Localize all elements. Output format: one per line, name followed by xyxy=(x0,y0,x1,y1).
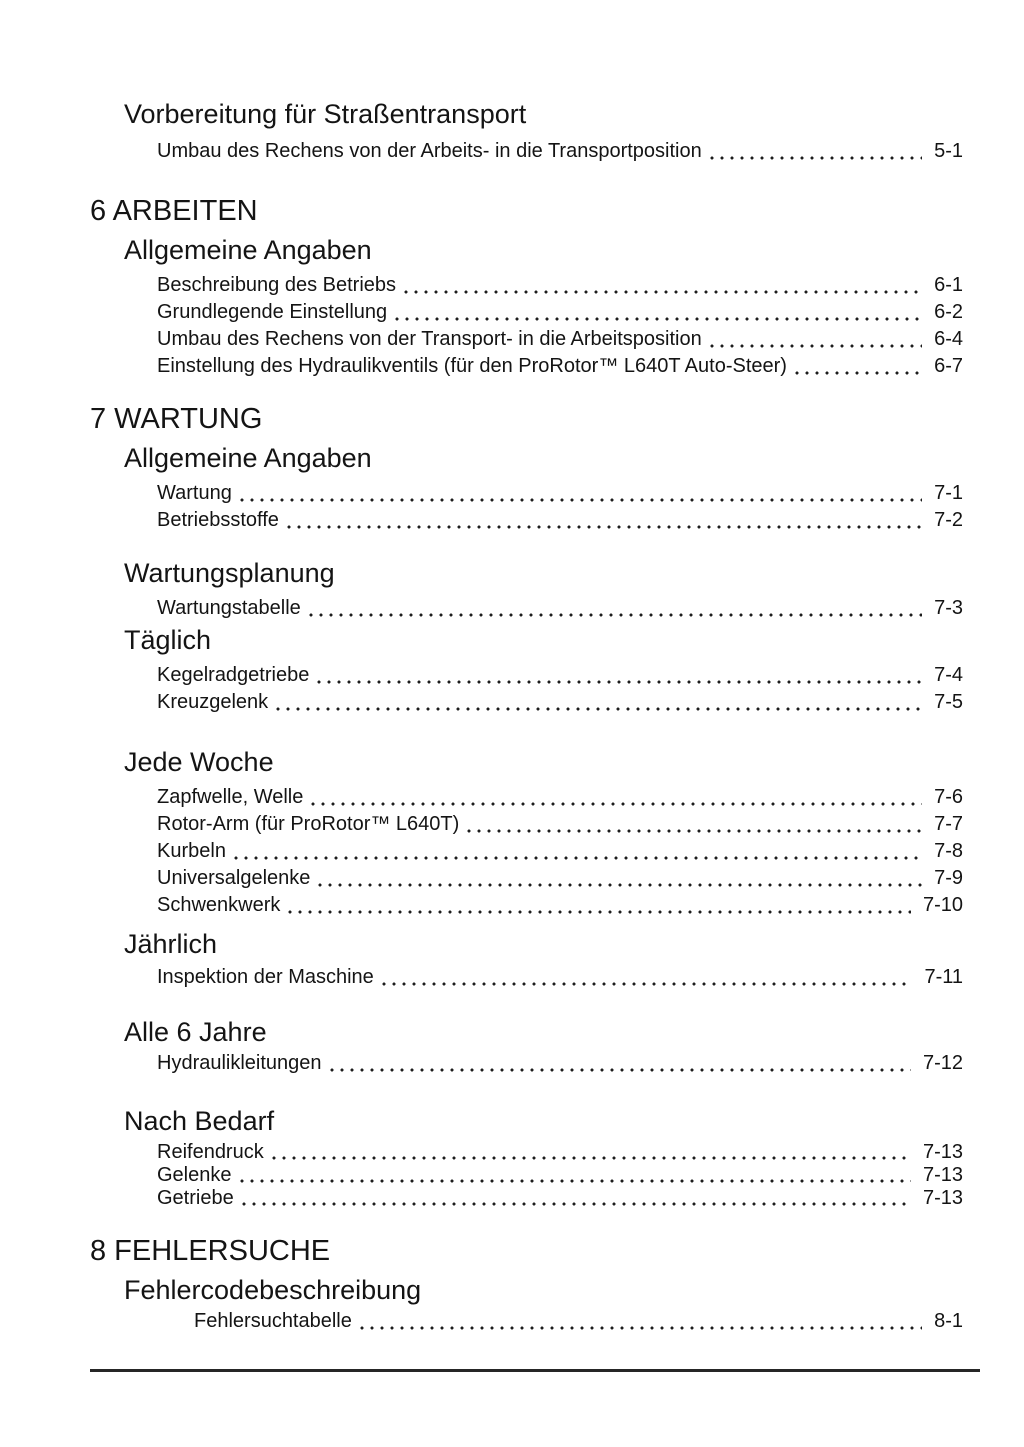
entry-list xyxy=(157,272,963,380)
page-number: 6-2 xyxy=(934,301,963,323)
toc-entry-title: Getriebe xyxy=(157,1187,234,1209)
toc-entry-title: Reifendruck xyxy=(157,1141,264,1163)
page-number: 5-1 xyxy=(934,140,963,162)
toc-entry xyxy=(157,1187,963,1210)
dot-leader xyxy=(401,289,922,295)
dot-leader xyxy=(707,155,922,161)
page-number: 6-7 xyxy=(934,355,963,377)
dot-leader xyxy=(237,1178,911,1184)
dot-leader xyxy=(237,497,922,503)
page-number: 7-2 xyxy=(934,509,963,531)
entry-list xyxy=(157,1141,963,1210)
dot-leader xyxy=(285,909,911,915)
page-number: 6-1 xyxy=(934,274,963,296)
dot-leader xyxy=(306,612,922,618)
toc-entry xyxy=(157,299,963,326)
toc-entry xyxy=(157,480,963,507)
dot-leader xyxy=(231,855,922,861)
toc-entry-title: Kegelradgetriebe xyxy=(157,664,310,686)
toc-entry xyxy=(157,353,963,380)
dot-leader xyxy=(392,316,922,322)
dot-leader xyxy=(284,524,922,530)
toc-entry xyxy=(194,1308,963,1335)
chapter-heading: 8 FEHLERSUCHE xyxy=(90,1235,331,1267)
toc-entry xyxy=(157,689,963,716)
toc-entry-title: Universalgelenke xyxy=(157,867,311,889)
dot-leader xyxy=(707,343,922,349)
section-heading: Jährlich xyxy=(124,929,218,959)
dot-leader xyxy=(379,981,913,987)
toc-entry-title: Einstellung des Hydraulikventils (für den ProRotor™ L640T Auto-Steer) xyxy=(157,355,787,377)
entry-list xyxy=(194,1308,963,1335)
page-number: 7-13 xyxy=(922,1187,963,1209)
toc-entry xyxy=(157,507,963,534)
toc-entry xyxy=(157,838,963,865)
entry-list xyxy=(157,480,963,534)
toc-entry xyxy=(157,326,963,353)
toc-entry xyxy=(157,595,963,622)
section-heading: Allgemeine Angaben xyxy=(124,235,372,265)
toc-entry-title: Fehlersuchtabelle xyxy=(194,1310,352,1332)
page-number: 7-1 xyxy=(934,482,963,504)
toc-entry xyxy=(157,811,963,838)
toc-entry-title: Gelenke xyxy=(157,1164,232,1186)
entry-list xyxy=(157,138,963,165)
page-number: 7-13 xyxy=(922,1164,963,1186)
entry-list xyxy=(157,1050,963,1077)
entry-list xyxy=(157,784,963,919)
footer-rule xyxy=(90,1369,980,1372)
page-number: 7-12 xyxy=(922,1052,963,1074)
dot-leader xyxy=(327,1067,911,1073)
page-number: 7-7 xyxy=(934,813,963,835)
page-number: 7-9 xyxy=(934,867,963,889)
toc-entry-title: Zapfwelle, Welle xyxy=(157,786,304,808)
toc-entry-title: Kurbeln xyxy=(157,840,226,862)
page-number: 6-4 xyxy=(934,328,963,350)
toc-entry-title: Umbau des Rechens von der Arbeits- in die Transportposition xyxy=(157,140,702,162)
toc-entry xyxy=(157,272,963,299)
page-number: 7-8 xyxy=(934,840,963,862)
dot-leader xyxy=(314,679,922,685)
toc-entry-title: Beschreibung des Betriebs xyxy=(157,274,397,296)
page-number: 7-13 xyxy=(922,1141,963,1163)
toc-entry xyxy=(157,1164,963,1187)
page-number: 7-10 xyxy=(922,894,963,916)
section-heading: Alle 6 Jahre xyxy=(124,1017,267,1047)
toc-entry-title: Kreuzgelenk xyxy=(157,691,269,713)
page-number: 7-11 xyxy=(924,966,963,988)
toc-entry xyxy=(157,784,963,811)
dot-leader xyxy=(315,882,922,888)
dot-leader xyxy=(357,1325,922,1331)
dot-leader xyxy=(792,370,922,376)
page-number: 7-6 xyxy=(934,786,963,808)
section-heading: Fehlercodebeschreibung xyxy=(124,1275,422,1305)
toc-entry xyxy=(157,892,963,919)
toc-entry-title: Hydraulikleitungen xyxy=(157,1052,322,1074)
toc-entry xyxy=(157,964,963,991)
dot-leader xyxy=(269,1155,911,1161)
chapter-heading: 6 ARBEITEN xyxy=(90,195,258,227)
toc-entry xyxy=(157,662,963,689)
dot-leader xyxy=(308,801,922,807)
toc-entry-title: Wartungstabelle xyxy=(157,597,301,619)
toc-entry xyxy=(157,865,963,892)
chapter-heading: 7 WARTUNG xyxy=(90,403,263,435)
toc-entry-title: Grundlegende Einstellung xyxy=(157,301,388,323)
dot-leader xyxy=(239,1201,911,1207)
toc-entry-title: Wartung xyxy=(157,482,232,504)
section-heading: Wartungsplanung xyxy=(124,558,335,588)
entry-list xyxy=(157,595,963,622)
page-number: 7-4 xyxy=(934,664,963,686)
section-heading: Nach Bedarf xyxy=(124,1106,275,1136)
toc-entry-title: Betriebsstoffe xyxy=(157,509,279,531)
entry-list xyxy=(157,662,963,716)
dot-leader xyxy=(464,828,922,834)
section-heading: Täglich xyxy=(124,625,212,655)
toc-entry-title: Schwenkwerk xyxy=(157,894,281,916)
entry-list xyxy=(157,964,963,991)
section-heading: Jede Woche xyxy=(124,747,274,777)
section-heading: Vorbereitung für Straßentransport xyxy=(124,99,527,129)
toc-entry xyxy=(157,1050,963,1077)
page-number: 7-3 xyxy=(934,597,963,619)
page-number: 8-1 xyxy=(934,1310,963,1332)
dot-leader xyxy=(273,706,922,712)
toc-entry xyxy=(157,138,963,165)
toc-entry xyxy=(157,1141,963,1164)
section-heading: Allgemeine Angaben xyxy=(124,443,372,473)
toc-entry-title: Inspektion der Maschine xyxy=(157,966,374,988)
toc-entry-title: Umbau des Rechens von der Transport- in die Arbeitsposition xyxy=(157,328,702,350)
toc-entry-title: Rotor-Arm (für ProRotor™ L640T) xyxy=(157,813,460,835)
page-number: 7-5 xyxy=(934,691,963,713)
